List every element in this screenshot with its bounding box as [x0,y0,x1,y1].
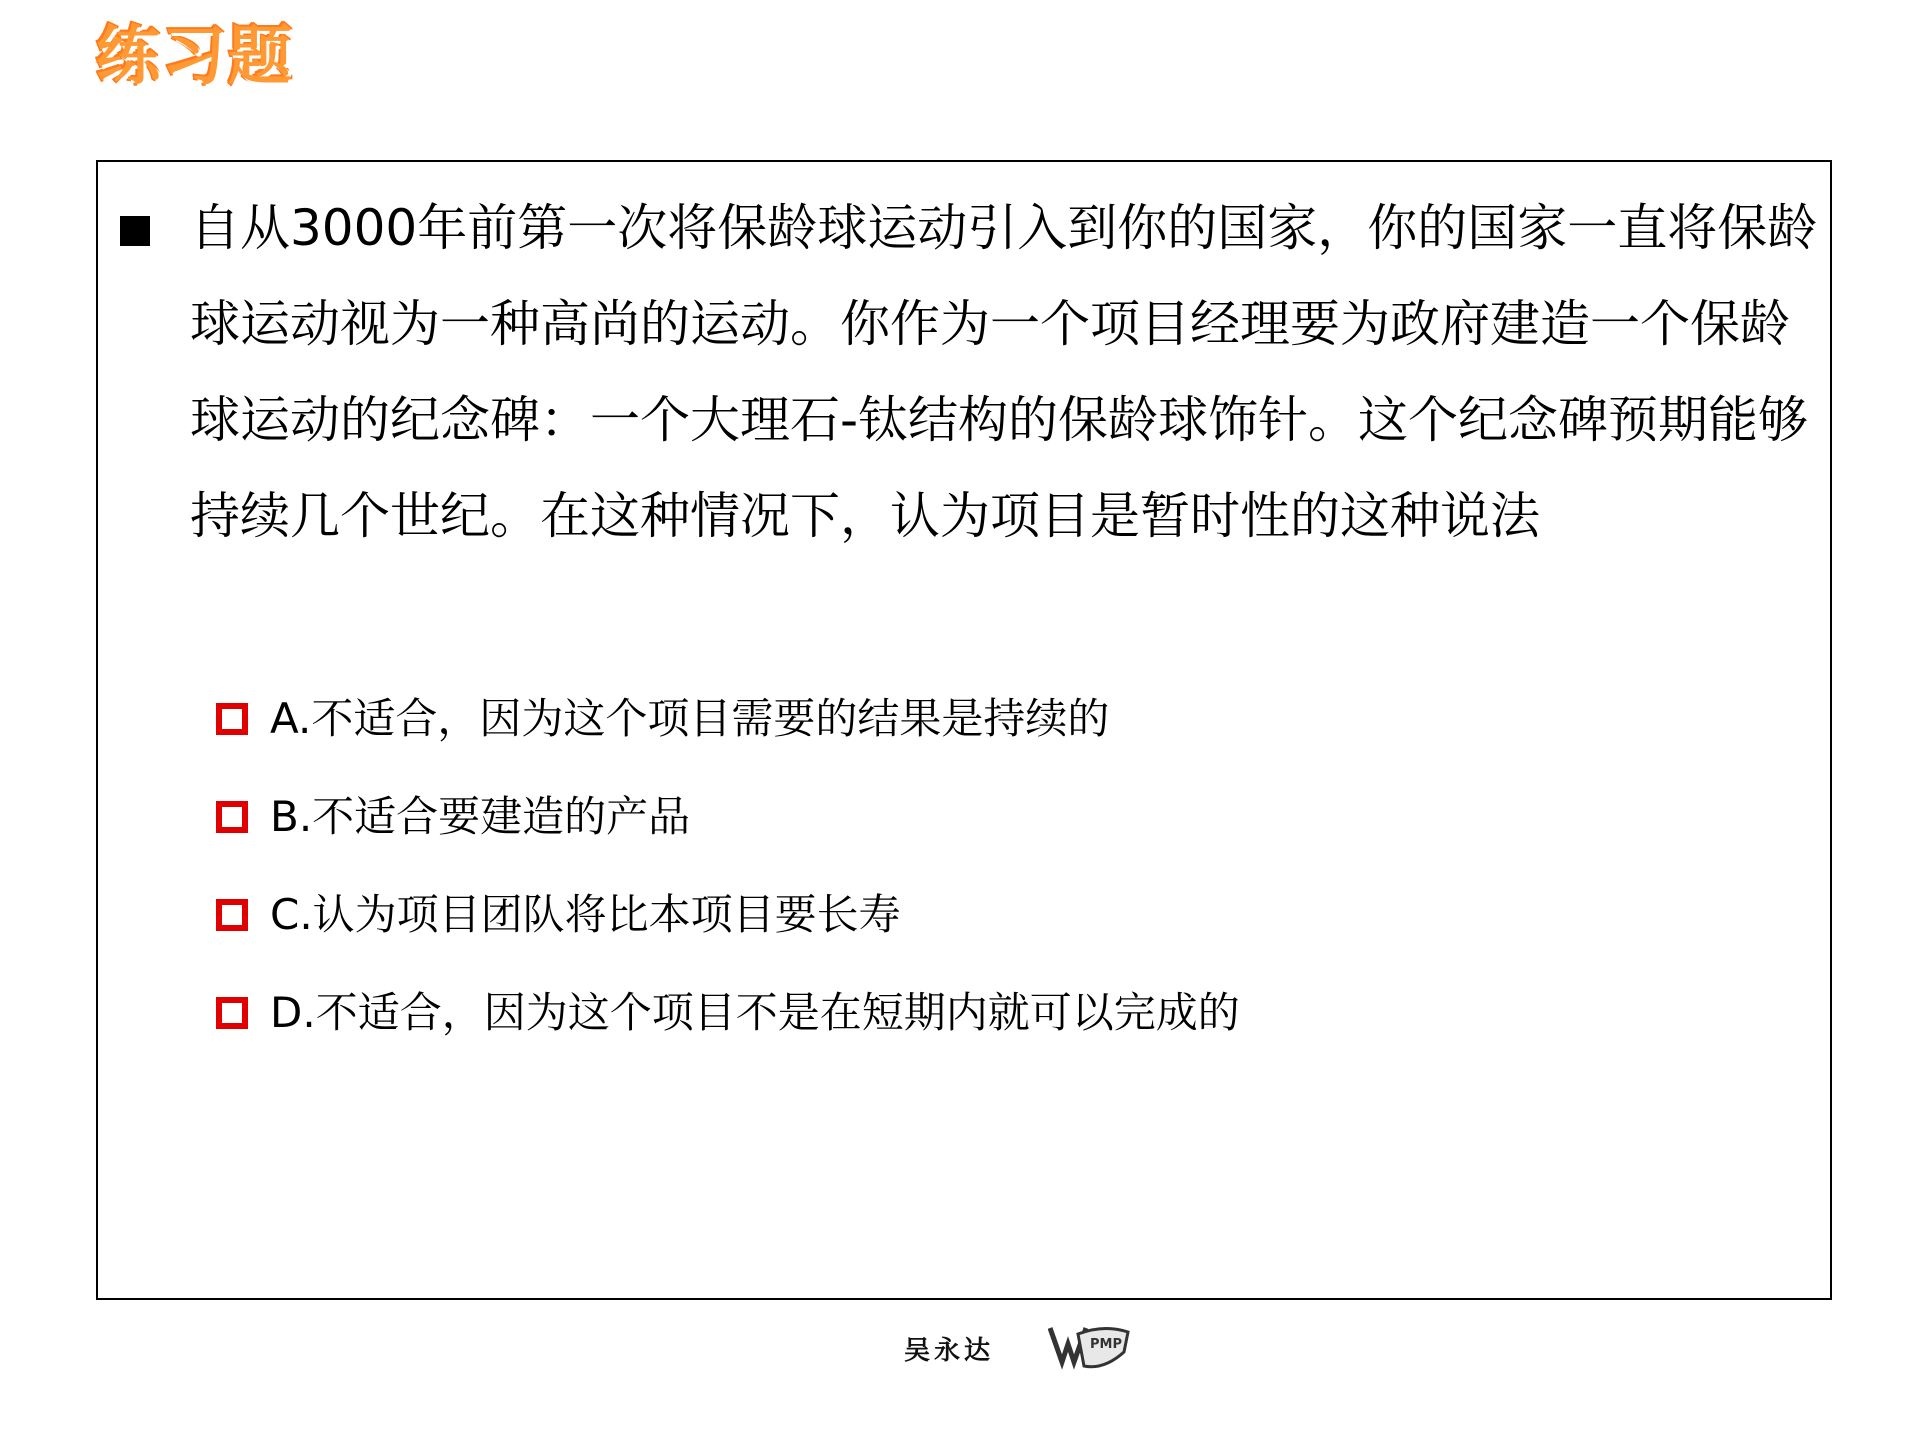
option-b [216,768,1776,866]
author-name: 吴永达 [904,1336,995,1366]
question-bullet [120,216,150,246]
logo-text: PMP [1090,1337,1122,1352]
checkbox-icon [216,801,248,833]
option-d-text: D.不适合，因为这个项目不是在短期内就可以完成的 [270,988,1240,1037]
option-d [216,964,1776,1062]
option-a [216,670,1776,768]
options-list [216,670,1776,1062]
pmp-logo-icon [1048,1322,1130,1376]
option-a-text: A.不适合，因为这个项目需要的结果是持续的 [270,694,1110,743]
option-b-text: B.不适合要建造的产品 [270,792,691,841]
checkbox-icon [216,997,248,1029]
question-text: 自从3000年前第一次将保龄球运动引入到你的国家，你的国家一直将保龄球运动视为一种高尚的运动。你作为一个项目经理要为政府建造一个保龄球运动的纪念碑：一个大理石-钛结构的保龄球饰针。这个纪念碑预期能够持续几个世纪。在这种情况下，认为项目是暂时性的这种说法 [190,199,1818,545]
option-c-text: C.认为项目团队将比本项目要长寿 [270,890,901,939]
slide-title: 练习题 [96,20,294,94]
option-c [216,866,1776,964]
checkbox-icon [216,703,248,735]
checkbox-icon [216,899,248,931]
footer [0,1318,1920,1388]
